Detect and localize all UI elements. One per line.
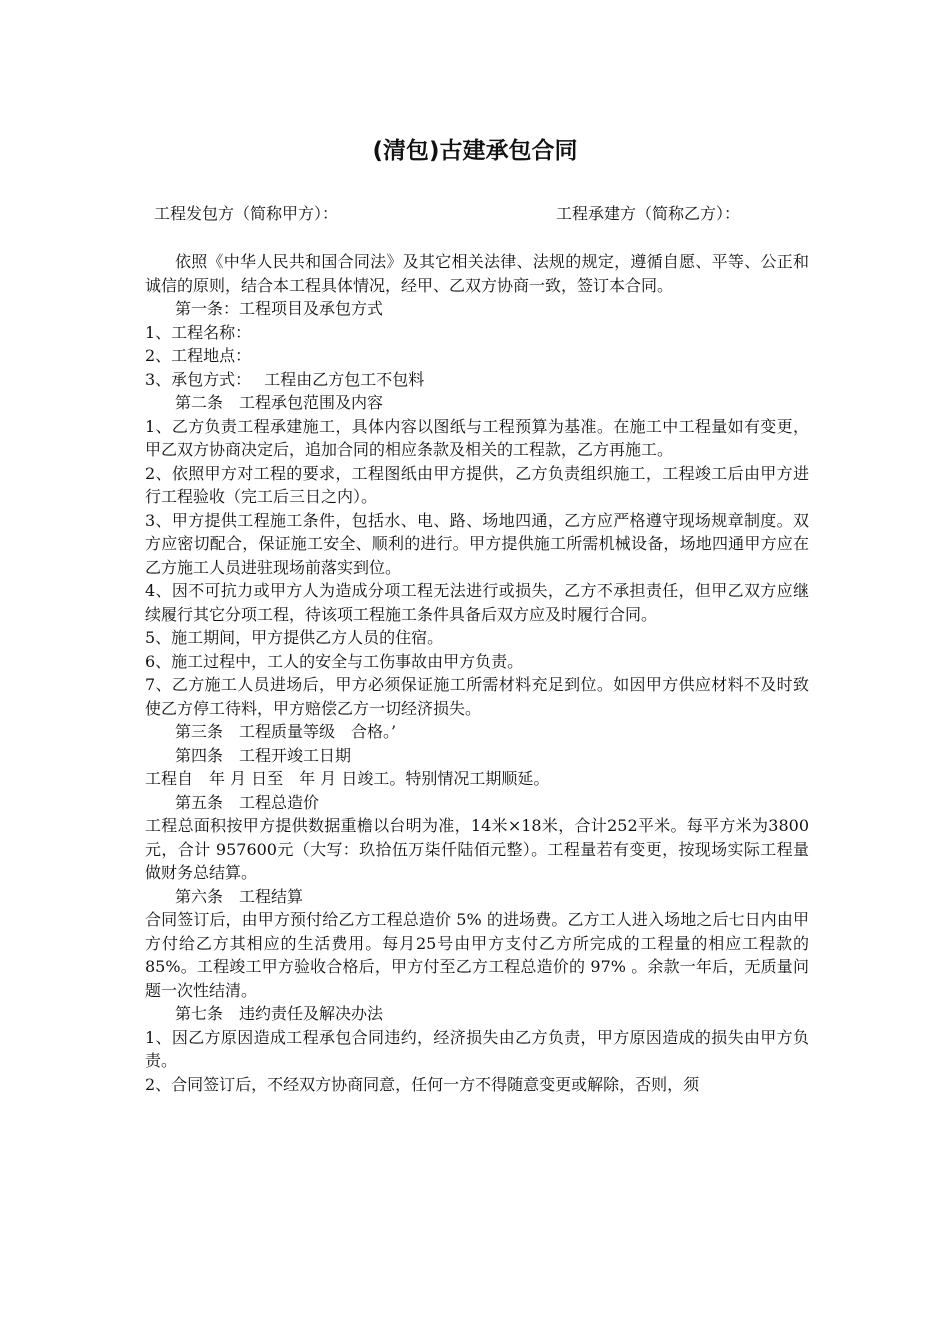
contract-paragraph: 工程自 年 月 日至 年 月 日竣工。特别情况工期顺延。 [145, 769, 550, 788]
contract-paragraph: 工程总面积按甲方提供数据重檐以台明为准，14米×18米，合计252平米。每平方米为3800元，合计 957600元（大写：玖拾伍万柒仟陆佰元整）。工程量若有变更，按现场实际工程量做财务总结算。 [145, 816, 809, 882]
contract-paragraph: 7、乙方施工人员进场后，甲方必须保证施工所需材料充足到位。如因甲方供应材料不及时致使乙方停工待料，甲方赔偿乙方一切经济损失。 [145, 675, 809, 718]
contract-paragraph: 2、工程地点： [145, 346, 252, 365]
contract-paragraph: 第六条 工程结算 [175, 886, 304, 906]
contract-paragraph: 依照《中华人民共和国合同法》及其它相关法律、法规的规定，遵循自愿、平等、公正和诚信的原则，结合本工程具体情况，经甲、乙双方协商一致，签订本合同。 [145, 252, 809, 295]
contract-paragraph: 4、因不可抗力或甲方人为造成分项工程无法进行或损失，乙方不承担责任，但甲乙双方应继续履行其它分项工程，待该项工程施工条件具备后双方应及时履行合同。 [145, 581, 809, 624]
contract-paragraph: 2、依照甲方对工程的要求，工程图纸由甲方提供，乙方负责组织施工，工程竣工后由甲方进行工程验收（完工后三日之内）。 [145, 463, 809, 506]
contract-paragraph: 第二条 工程承包范围及内容 [175, 393, 384, 412]
contract-body [145, 250, 809, 1096]
contract-paragraph: 1、乙方负责工程承建施工，具体内容以图纸与工程预算为基准。在施工中工程量如有变更，甲乙双方协商决定后，追加合同的相应条款及相关的工程款，乙方再施工。 [145, 416, 809, 459]
contract-paragraph: 2、合同签订后，不经双方协商同意，任何一方不得随意变更或解除，否则，须 [145, 1074, 700, 1094]
contract-paragraph: 3、甲方提供工程施工条件，包括水、电、路、场地四通，乙方应严格遵守现场规章制度。双方应密切配合，保证施工安全、顺利的进行。甲方提供施工所需机械设备，场地四通甲方应在乙方施工人员进驻现场前落实到位。 [145, 510, 809, 577]
contract-paragraph: 第五条 工程总造价 [175, 792, 320, 812]
contract-paragraph: 第三条 工程质量等级 合格。’ [175, 722, 397, 741]
party-b-label: 工程承建方（简称乙方）： [556, 204, 741, 223]
contract-paragraph: 第一条：工程项目及承包方式 [175, 299, 384, 318]
document-title: (清包)古建承包合同 [372, 138, 578, 164]
contract-paragraph: 合同签订后，由甲方预付给乙方工程总造价 5% 的进场费。乙方工人进入场地之后七日内由甲方付给乙方其相应的生活费用。每月25号由甲方支付乙方所完成的工程量的相应工程款的85%。工程竣工甲方验收合格后，甲方付至乙方工程总造价的 97% 。余款一年后，无质量问题一次性结清。 [145, 910, 809, 1000]
party-a-label: 工程发包方（简称甲方）： [154, 204, 339, 223]
contract-paragraph: 1、因乙方原因造成工程承包合同违约，经济损失由乙方负责，甲方原因造成的损失由甲方负责。 [145, 1027, 809, 1070]
parties-row [0, 200, 950, 228]
contract-paragraph: 1、工程名称： [145, 322, 252, 342]
contract-paragraph: 第四条 工程开竣工日期 [175, 745, 352, 765]
contract-paragraph: 3、承包方式： 工程由乙方包工不包料 [145, 369, 425, 389]
contract-paragraph: 6、施工过程中，工人的安全与工伤事故由甲方负责。 [145, 651, 524, 671]
contract-paragraph: 5、施工期间，甲方提供乙方人员的住宿。 [145, 628, 444, 647]
contract-paragraph: 第七条 违约责任及解决办法 [175, 1004, 384, 1023]
